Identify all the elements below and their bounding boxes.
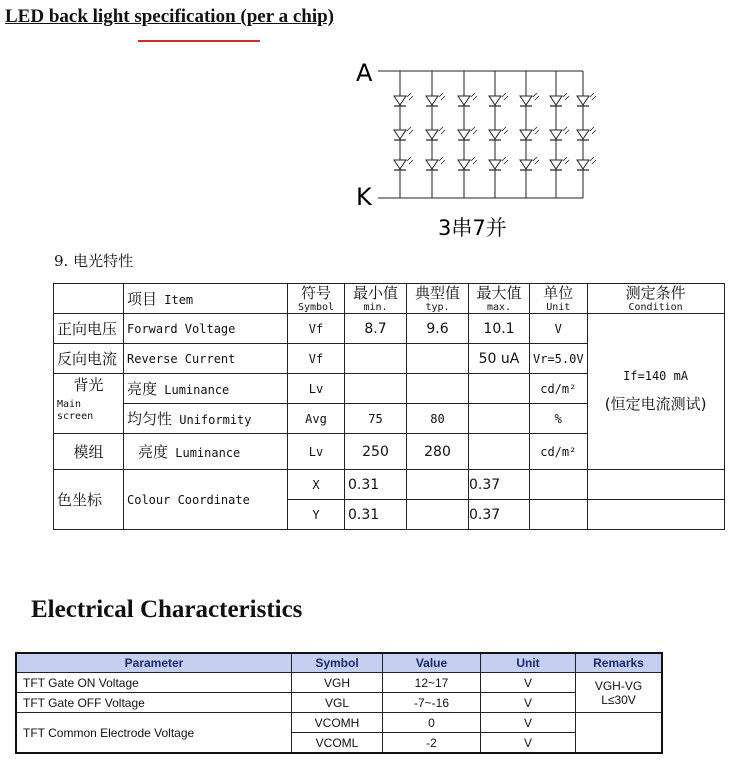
row-value: -7~-16 xyxy=(383,693,481,713)
row-unit xyxy=(530,470,588,500)
table-row xyxy=(16,713,662,733)
light-arrow xyxy=(473,130,477,134)
row-item-cn: 均匀性 xyxy=(127,410,173,428)
light-arrow xyxy=(409,130,413,134)
header-max-cn: 最大值 xyxy=(476,283,522,302)
light-arrow xyxy=(504,96,508,100)
diode-triangle xyxy=(489,130,501,139)
row-item: Forward Voltage xyxy=(124,314,288,344)
diagram-caption: 3串7并 xyxy=(438,216,507,240)
row-item-en: Luminance xyxy=(164,383,230,397)
led-symbol xyxy=(550,93,569,106)
row-symbol: VGL xyxy=(292,693,383,713)
header-remarks: Remarks xyxy=(576,653,663,673)
page-title: LED back light specification (per a chip) xyxy=(5,6,334,27)
row-min xyxy=(345,374,407,404)
light-arrow xyxy=(441,130,445,134)
light-arrow xyxy=(441,96,445,100)
row-symbol: Lv xyxy=(288,374,345,404)
row-unit: cd/m² xyxy=(530,374,588,404)
light-arrow xyxy=(565,96,569,100)
header-typ-en: typ. xyxy=(425,301,450,313)
diode-triangle xyxy=(458,130,470,139)
light-arrow xyxy=(533,93,537,97)
row-unit: % xyxy=(530,404,588,434)
light-arrow xyxy=(407,157,411,161)
led-symbol xyxy=(394,93,413,106)
table-row xyxy=(54,314,725,344)
light-arrow xyxy=(592,96,596,100)
light-arrow xyxy=(592,160,596,164)
light-arrow xyxy=(502,93,506,97)
header-min-cn: 最小值 xyxy=(352,283,398,302)
row-item-en: Luminance xyxy=(175,446,241,460)
remarks-line-1: VGH-VG xyxy=(594,678,643,693)
light-arrow xyxy=(471,127,475,131)
header-value: Value xyxy=(383,653,481,673)
backlight-spec-table xyxy=(53,283,725,530)
table-header-row xyxy=(54,284,725,314)
led-symbol xyxy=(489,157,508,170)
led-symbol xyxy=(426,157,445,170)
row-unit: cd/m² xyxy=(530,434,588,470)
condition-note: (恒定电流测试) xyxy=(604,395,707,413)
row-value: -2 xyxy=(383,733,481,754)
light-arrow xyxy=(535,96,539,100)
row-typ xyxy=(407,470,469,500)
led-symbol xyxy=(394,127,413,140)
light-arrow xyxy=(439,93,443,97)
condition-blank xyxy=(587,500,724,530)
condition-blank xyxy=(587,470,724,500)
row-typ xyxy=(407,344,469,374)
light-arrow xyxy=(590,157,594,161)
light-arrow xyxy=(407,127,411,131)
table-row xyxy=(16,673,662,693)
diode-triangle xyxy=(577,160,589,169)
led-symbol xyxy=(489,93,508,106)
row-item: Reverse Current xyxy=(124,344,288,374)
cathode-label: K xyxy=(356,183,372,211)
electrical-table xyxy=(15,652,663,754)
led-symbol xyxy=(520,127,539,140)
remarks-blank xyxy=(576,713,663,754)
led-symbol xyxy=(426,127,445,140)
table-row xyxy=(54,470,725,500)
light-arrow xyxy=(409,160,413,164)
row-item: Colour Coordinate xyxy=(124,470,288,530)
led-symbol xyxy=(458,127,477,140)
row-max xyxy=(469,434,530,470)
light-arrow xyxy=(504,130,508,134)
section-heading: 9. 电光特性 xyxy=(54,252,134,270)
row-parameter: TFT Gate OFF Voltage xyxy=(16,693,292,713)
diode-triangle xyxy=(426,96,438,105)
row-typ: 9.6 xyxy=(407,314,469,344)
diode-triangle xyxy=(394,96,406,105)
diode-triangle xyxy=(394,130,406,139)
light-arrow xyxy=(471,93,475,97)
table-row xyxy=(16,693,662,713)
row-group-label: 背光 xyxy=(73,376,104,394)
row-item-en: Uniformity xyxy=(179,413,252,427)
table-header-row xyxy=(16,653,662,673)
row-typ: 280 xyxy=(407,434,469,470)
light-arrow xyxy=(409,96,413,100)
diode-triangle xyxy=(489,96,501,105)
light-arrow xyxy=(502,157,506,161)
row-unit: V xyxy=(481,733,576,754)
condition-current: If=140 mA xyxy=(623,369,689,383)
light-arrow xyxy=(471,157,475,161)
row-group-label: 反向电流 xyxy=(57,350,118,368)
diode-triangle xyxy=(458,160,470,169)
row-typ: 80 xyxy=(407,404,469,434)
led-symbol xyxy=(577,157,596,170)
header-blank xyxy=(54,284,124,314)
diode-triangle xyxy=(550,160,562,169)
led-symbol xyxy=(426,93,445,106)
row-group-label: 模组 xyxy=(73,443,104,461)
header-symbol-en: Symbol xyxy=(297,301,335,313)
led-symbol xyxy=(520,93,539,106)
diode-triangle xyxy=(520,160,532,169)
row-min: 75 xyxy=(345,404,407,434)
header-unit-cn: 单位 xyxy=(543,283,574,302)
light-arrow xyxy=(592,130,596,134)
row-item-cn: 亮度 xyxy=(127,380,158,398)
diode-triangle xyxy=(394,160,406,169)
diode-triangle xyxy=(426,130,438,139)
diode-triangle xyxy=(550,130,562,139)
light-arrow xyxy=(590,127,594,131)
header-symbol-cn: 符号 xyxy=(300,283,331,302)
light-arrow xyxy=(533,127,537,131)
row-unit xyxy=(530,500,588,530)
light-arrow xyxy=(590,93,594,97)
header-max-en: max. xyxy=(486,301,512,313)
header-unit-en: Unit xyxy=(546,301,571,313)
row-min: 0.31 xyxy=(345,500,407,530)
light-arrow xyxy=(565,160,569,164)
row-min: 8.7 xyxy=(345,314,407,344)
row-max: 50 uA xyxy=(469,344,530,374)
header-unit: Unit xyxy=(481,653,576,673)
row-symbol: Vf xyxy=(288,314,345,344)
condition-cell xyxy=(587,314,724,470)
diode-triangle xyxy=(520,96,532,105)
light-arrow xyxy=(535,160,539,164)
led-symbol xyxy=(458,93,477,106)
row-symbol: Lv xyxy=(288,434,345,470)
header-min-en: min. xyxy=(363,301,388,313)
row-group-label: 色坐标 xyxy=(57,491,103,509)
row-max: 0.37 xyxy=(469,470,530,500)
row-unit: V xyxy=(530,314,588,344)
row-unit: V xyxy=(481,673,576,693)
led-circuit-diagram xyxy=(350,55,610,245)
row-unit: V xyxy=(481,713,576,733)
row-symbol: VCOML xyxy=(292,733,383,754)
led-symbol xyxy=(520,157,539,170)
light-arrow xyxy=(565,130,569,134)
row-typ xyxy=(407,500,469,530)
led-symbol xyxy=(550,157,569,170)
light-arrow xyxy=(473,160,477,164)
row-item-cn: 亮度 xyxy=(138,443,169,461)
row-group-sublabel: Main screen xyxy=(57,399,94,422)
red-underline xyxy=(138,40,260,42)
diode-triangle xyxy=(577,130,589,139)
row-parameter: TFT Common Electrode Voltage xyxy=(16,713,292,754)
row-symbol: X xyxy=(288,470,345,500)
header-typ-cn: 典型值 xyxy=(414,283,460,302)
row-parameter: TFT Gate ON Voltage xyxy=(16,673,292,693)
diode-triangle xyxy=(520,130,532,139)
row-max xyxy=(469,374,530,404)
row-min xyxy=(345,344,407,374)
header-parameter: Parameter xyxy=(16,653,292,673)
remarks-line-2: L≤30V xyxy=(601,692,636,707)
led-symbol xyxy=(577,93,596,106)
led-symbol xyxy=(577,127,596,140)
row-value: 12~17 xyxy=(383,673,481,693)
header-item-en: Item xyxy=(164,293,194,307)
light-arrow xyxy=(563,93,567,97)
header-item-cn: 项目 xyxy=(127,290,158,308)
diode-triangle xyxy=(426,160,438,169)
diode-triangle xyxy=(458,96,470,105)
light-arrow xyxy=(533,157,537,161)
row-value: 0 xyxy=(383,713,481,733)
anode-label: A xyxy=(356,59,373,87)
electrical-title: Electrical Characteristics xyxy=(31,596,303,623)
diode-triangle xyxy=(550,96,562,105)
row-symbol: Vf xyxy=(288,344,345,374)
row-unit: V xyxy=(481,693,576,713)
light-arrow xyxy=(502,127,506,131)
header-condition-cn: 测定条件 xyxy=(625,283,686,302)
row-unit: Vr=5.0V xyxy=(530,344,588,374)
light-arrow xyxy=(441,160,445,164)
row-symbol: VCOMH xyxy=(292,713,383,733)
header-condition-en: Condition xyxy=(628,301,683,313)
row-max: 10.1 xyxy=(469,314,530,344)
row-max xyxy=(469,404,530,434)
light-arrow xyxy=(563,127,567,131)
led-symbol xyxy=(458,157,477,170)
light-arrow xyxy=(563,157,567,161)
row-symbol: Y xyxy=(288,500,345,530)
remarks-cell xyxy=(576,673,663,713)
light-arrow xyxy=(407,93,411,97)
row-max: 0.37 xyxy=(469,500,530,530)
row-typ xyxy=(407,374,469,404)
row-group-label: 正向电压 xyxy=(57,320,118,338)
row-symbol: Avg xyxy=(288,404,345,434)
light-arrow xyxy=(535,130,539,134)
diode-triangle xyxy=(577,96,589,105)
light-arrow xyxy=(439,157,443,161)
led-strings xyxy=(394,71,596,198)
led-symbol xyxy=(394,157,413,170)
light-arrow xyxy=(504,160,508,164)
row-min: 250 xyxy=(345,434,407,470)
led-symbol xyxy=(550,127,569,140)
row-symbol: VGH xyxy=(292,673,383,693)
row-min: 0.31 xyxy=(345,470,407,500)
led-symbol xyxy=(489,127,508,140)
light-arrow xyxy=(473,96,477,100)
header-symbol: Symbol xyxy=(292,653,383,673)
light-arrow xyxy=(439,127,443,131)
diode-triangle xyxy=(489,160,501,169)
